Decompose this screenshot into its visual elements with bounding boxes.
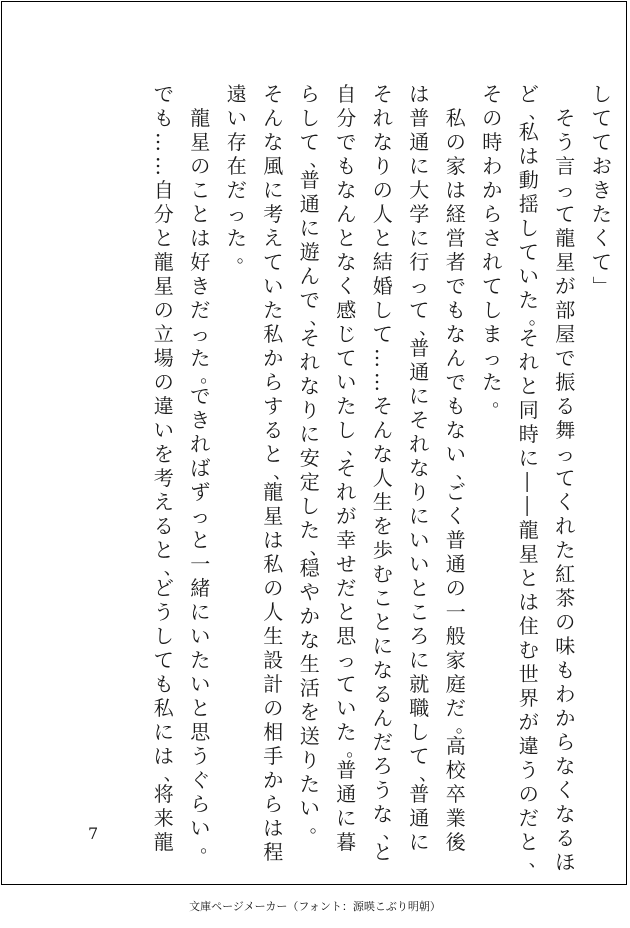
text-column: 私 の 家 は 経 営 者 で も な ん で も な い 、 ご く 普 通 の 一 般 家 庭 だ 。 高 校 卒 業 後 [445,106,474,854]
text-column: で も … … 自 分 と 龍 星 の 立 場 の 違 い を 考 え る と 、 ど う し て も 私 に は 、 将 来 龍 [151,82,182,854]
footer-credit: 文庫ページメーカー（フォント：源暎こぶり明朝） [189,900,441,913]
text-column: 龍 星 の こ と は 好 き だ っ た 。 で き れ ば ず っ と 一 緒 に い た い と 思 う ぐ ら い 。 [190,106,219,857]
text-column: そ れ な り の 人 と 結 婚 し て … … そ ん な 人 生 を 歩 む こ と に な る ん だ ろ う な 、 と [370,82,401,864]
text-column: ど 、 私 は 動 揺 し て い た 。 そ れ と 同 時 に ― ― 龍 星 と は 住 む 世 界 が 違 う の だ と 、 [516,82,547,871]
text-column: は 普 通 に 大 学 に 行 っ て 、 普 通 に そ れ な り に い い と こ ろ に 就 職 し て 、 普 通 に [409,82,438,854]
text-column: 遠 い 存 在 だ っ た 。 [226,82,255,267]
page-frame [1,1,627,885]
text-column: 自 分 で も な ん と な く 感 じ て い た し 、 そ れ が 幸 せ だ と 思 っ て い た 。 普 通 に 暮 [336,82,365,854]
text-column: そ う 言 っ て 龍 星 が 部 屋 で 振 る 舞 っ て く れ た 紅 茶 の 味 も わ か ら な く な る ほ [555,106,576,874]
text-column: そ の 時 わ か ら さ れ て し ま っ た 。 [482,82,511,411]
text-column: そ ん な 風 に 考 え て い た 私 か ら す る と 、 龍 星 は 私 の 人 生 設 計 の 相 手 か ら は 程 [263,82,292,864]
text-column: ら し て 、 普 通 に 遊 ん で 、 そ れ な り に 安 定 し た 、 穏 や か な 生 活 を 送 り た い 。 [299,82,328,837]
text-column: し て て お き た く て 」 [589,82,614,296]
page-number: 7 [88,824,99,843]
vertical-text-body [86,82,620,874]
